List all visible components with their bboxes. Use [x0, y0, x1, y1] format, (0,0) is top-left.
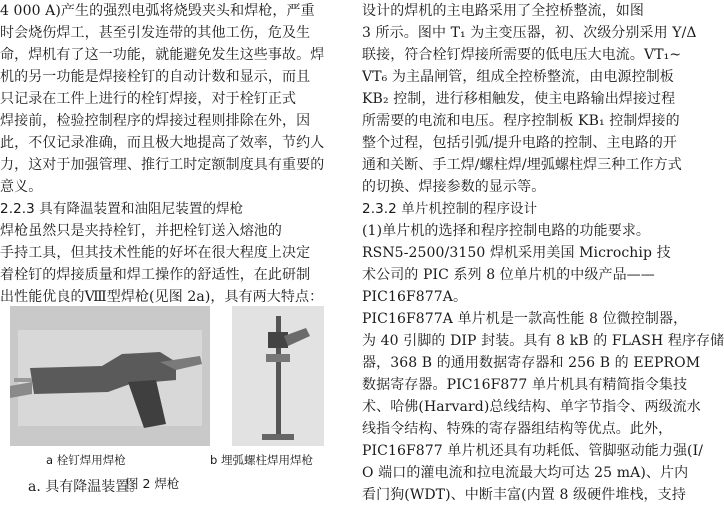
section-heading-2-3-2: 2.3.2 单片机控制的程序设计: [362, 201, 538, 217]
body-line: 机的另一功能是焊接栓钉的自动计数和显示，而且: [0, 69, 311, 85]
body-line: 意义。: [0, 179, 43, 195]
section-heading-2-2-3: 2.2.3 具有降温装置和油阻尼装置的焊枪: [0, 201, 244, 217]
body-line: 线指令结构、特殊的寄存器组结构等优点。此外，: [362, 421, 673, 437]
submerged-arc-stud-welding-gun-photo: [232, 306, 324, 446]
list-item-a: a. 具有降温装置。: [28, 479, 144, 495]
body-line: 手持工具，但其技术性能的好坏在很大程度上决定: [0, 245, 311, 261]
body-line: 器，368 B 的通用数据寄存器和 256 B 的 EEPROM: [362, 355, 701, 371]
body-line: 的切换、焊接参数的显示等。: [362, 179, 546, 195]
body-line: PIC16F877A。: [362, 289, 468, 305]
body-line: 数据寄存器。PIC16F877 单片机具有精简指令集技: [362, 377, 688, 393]
body-line: 命，焊机有了这一功能，就能避免发生这些事故。焊: [0, 47, 325, 63]
body-line: 出性能优良的Ⅷ型焊枪(见图 2a)，具有两大特点：: [0, 289, 324, 305]
body-line: 着栓钉的焊接质量和焊工操作的舒适性，在此研制: [0, 267, 311, 283]
body-line: 所需要的电流和电压。程序控制板 KB₁ 控制焊接的: [362, 113, 680, 129]
figure-caption-b: b 埋弧螺柱焊用焊枪: [210, 453, 313, 467]
body-line: 联接，符合栓钉焊接所需要的低电压大电流。VT₁~: [362, 47, 682, 63]
body-line: 看门狗(WDT)、中断丰富(内置 8 级硬件堆栈，支持: [362, 487, 686, 503]
body-line: 术公司的 PIC 系列 8 位单片机的中级产品——: [362, 267, 655, 283]
body-line: 术、哈佛(Harvard)总线结构、单字节指令、两级流水: [362, 399, 701, 415]
body-line: RSN5-2500/3150 焊机采用美国 Microchip 技: [362, 245, 671, 261]
body-line: PIC16F877A 单片机是一款高性能 8 位微控制器，: [362, 311, 688, 327]
figure-title: 图 2 焊枪: [126, 476, 180, 491]
body-line: 3 所示。图中 T₁ 为主变压器，初、次级分别采用 Y/Δ: [362, 25, 697, 41]
body-line: KB₂ 控制，进行移相触发，使主电路输出焊接过程: [362, 91, 676, 107]
body-line: 焊枪虽然只是夹持栓钉，并把栓钉送入熔池的: [0, 223, 282, 239]
body-line: 此，不仅记录准确，而且极大地提高了效率，节约人: [0, 135, 325, 151]
body-line: 设计的焊机的主电路采用了全控桥整流，如图: [362, 3, 644, 19]
figure-2: [0, 306, 330, 496]
body-line: 只记录在工件上进行的栓钉焊接，对于栓钉正式: [0, 91, 297, 107]
body-line: PIC16F877 单片机还具有功耗低、管脚驱动能力强(I/: [362, 443, 704, 459]
body-line: 焊接前，检验控制程序的焊接过程则排除在外，因: [0, 113, 311, 129]
body-line: 力，这对于加强管理、推行工时定额制度具有重要的: [0, 157, 325, 173]
body-line: (1)单片机的选择和程序控制电路的功能要求。: [362, 223, 651, 239]
body-line: O 端口的灌电流和拉电流最大均可达 25 mA)、片内: [362, 465, 689, 481]
body-line: VT₆ 为主晶闸管，组成全控桥整流，由电源控制板: [362, 69, 674, 85]
figure-caption-a: a 栓钉焊用焊枪: [46, 453, 126, 467]
welding-gun-vertical-illustration: [232, 306, 324, 446]
stud-welding-gun-photo: [10, 306, 210, 446]
body-line: 整个过程，包括引弧/提升电路的控制、主电路的开: [362, 135, 678, 151]
body-line: 为 40 引脚的 DIP 封装。具有 8 kB 的 FLASH 程序存储: [362, 333, 724, 349]
body-line: 通和关断、手工焊/螺柱焊/埋弧螺柱焊三种工作方式: [362, 157, 682, 173]
body-line: 4 000 A)产生的强烈电弧将烧毁夹头和焊枪，严重: [0, 3, 315, 19]
welding-gun-illustration: [10, 306, 210, 446]
body-line: 时会烧伤焊工，甚至引发连带的其他工伤，危及生: [0, 25, 311, 41]
